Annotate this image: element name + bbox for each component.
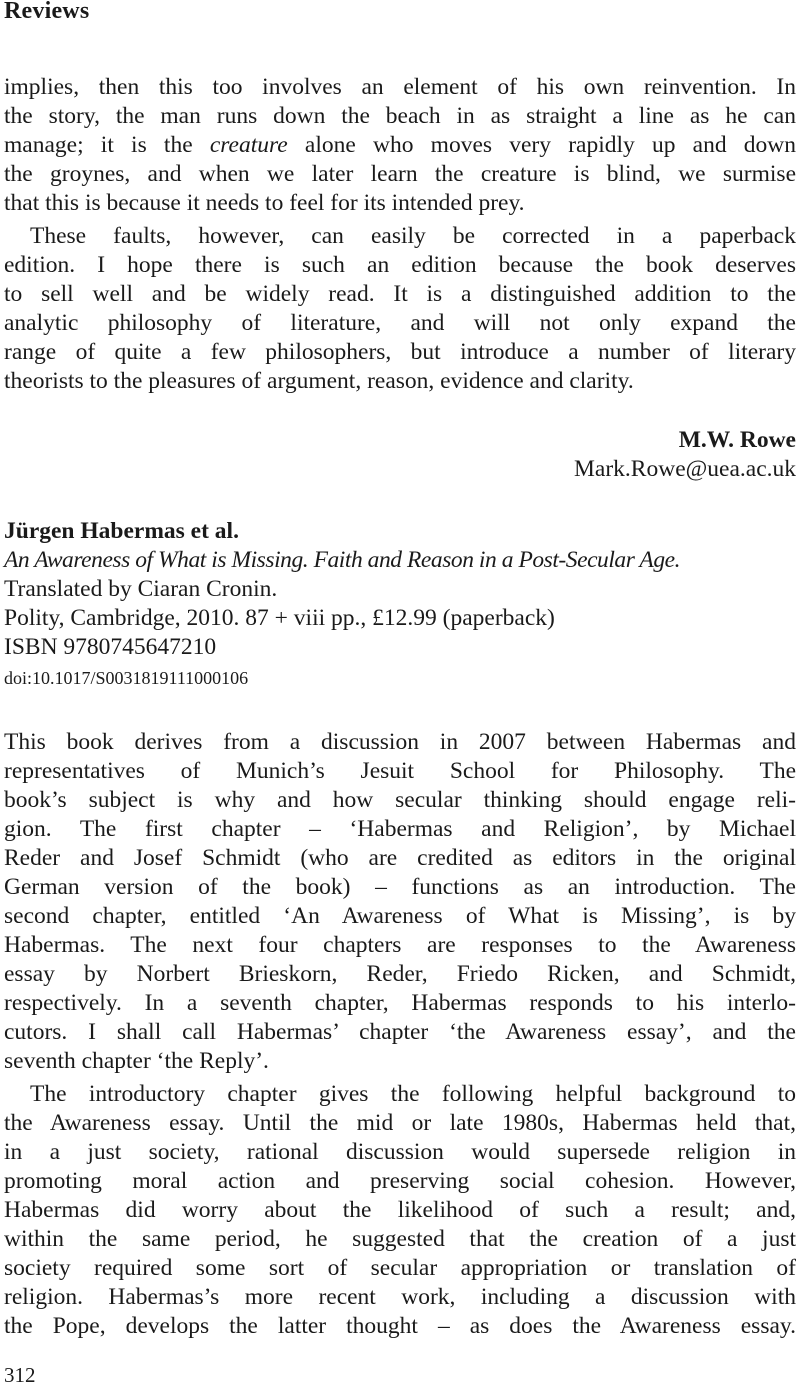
paragraph-3-line-2: representatives of Munich’s Jesuit School for Philosophy. The	[4, 758, 796, 784]
book-title: An Awareness of What is Missing. Faith and Reason in a Post-Secular Age.	[4, 547, 681, 573]
paragraph-2-line-5: range of quite a few philosophers, but introduce a number of literary	[4, 339, 796, 365]
paragraph-4-line-4: promoting moral action and preserving social cohesion. However,	[4, 1168, 796, 1194]
paragraph-3-line-11: cutors. I shall call Habermas’ chapter ‘the Awareness essay’, and the	[4, 1019, 796, 1045]
paragraph-4-line-8: religion. Habermas’s more recent work, including a discussion with	[4, 1284, 796, 1310]
paragraph-2-line-1: These faults, however, can easily be corrected in a paperback	[30, 223, 796, 249]
paragraph-continuation-line-1: implies, then this too involves an element of his own reinvention. In	[4, 74, 796, 100]
paragraph-2-line-4: analytic philosophy of literature, and will not only expand the	[4, 310, 796, 336]
paragraph-3-line-7: second chapter, entitled ‘An Awareness of What is Missing’, is by	[4, 903, 796, 929]
paragraph-4-line-5: Habermas did worry about the likelihood of such a result; and,	[4, 1197, 796, 1223]
paragraph-3-line-10: respectively. In a seventh chapter, Habermas responds to his interlo-	[4, 990, 796, 1016]
paragraph-3-line-3: book’s subject is why and how secular thinking should engage reli-	[4, 787, 796, 813]
reviewer-name: M.W. Rowe	[678, 427, 796, 453]
paragraph-3-line-9: essay by Norbert Brieskorn, Reder, Friedo Ricken, and Schmidt,	[4, 961, 796, 987]
paragraph-3-line-12: seventh chapter ‘the Reply’.	[4, 1048, 269, 1074]
paragraph-4-line-6: within the same period, he suggested that the creation of a just	[4, 1226, 796, 1252]
italic-word-creature: creature	[209, 132, 288, 158]
page-number: 312	[4, 1363, 36, 1387]
paragraph-3-line-1: This book derives from a discussion in 2007 between Habermas and	[4, 729, 796, 755]
book-author: Jürgen Habermas et al.	[4, 518, 239, 544]
paragraph-2-line-6: theorists to the pleasures of argument, reason, evidence and clarity.	[4, 368, 634, 394]
book-translator: Translated by Ciaran Cronin.	[4, 576, 278, 602]
book-doi: doi:10.1017/S0031819111000106	[4, 668, 249, 688]
running-head: Reviews	[4, 0, 90, 24]
reviewer-email: Mark.Rowe@uea.ac.uk	[574, 456, 796, 482]
paragraph-3-line-8: Habermas. The next four chapters are responses to the Awareness	[4, 932, 796, 958]
paragraph-4-line-1: The introductory chapter gives the following helpful background to	[30, 1081, 796, 1107]
paragraph-continuation-line-2: the story, the man runs down the beach in as straight a line as he can	[4, 103, 796, 129]
paragraph-continuation-line-3	[4, 131, 796, 160]
paragraph-3-line-4: gion. The first chapter – ‘Habermas and Religion’, by Michael	[4, 816, 796, 842]
paragraph-4-line-9: the Pope, develops the latter thought – as does the Awareness essay.	[4, 1313, 796, 1339]
paragraph-3-line-5: Reder and Josef Schmidt (who are credited as editors in the original	[4, 845, 796, 871]
paragraph-continuation-line-4: the groynes, and when we later learn the creature is blind, we surmise	[4, 161, 796, 187]
paragraph-2-line-3: to sell well and be widely read. It is a distinguished addition to the	[4, 281, 796, 307]
paragraph-continuation-line-5: that this is because it needs to feel for its intended prey.	[4, 190, 525, 216]
paragraph-4-line-7: society required some sort of secular appropriation or translation of	[4, 1255, 796, 1281]
text-run: alone who moves very rapidly up and down	[304, 132, 797, 158]
paragraph-4-line-2: the Awareness essay. Until the mid or late 1980s, Habermas held that,	[4, 1110, 796, 1136]
book-publication: Polity, Cambridge, 2010. 87 + viii pp., £12.99 (paperback)	[4, 605, 555, 631]
paragraph-2-line-2: edition. I hope there is such an edition because the book deserves	[4, 252, 796, 278]
text-run: manage; it is the	[4, 132, 193, 158]
paragraph-4-line-3: in a just society, rational discussion would supersede religion in	[4, 1139, 796, 1165]
paragraph-3-line-6: German version of the book) – functions as an introduction. The	[4, 874, 796, 900]
book-isbn: ISBN 9780745647210	[4, 634, 217, 660]
